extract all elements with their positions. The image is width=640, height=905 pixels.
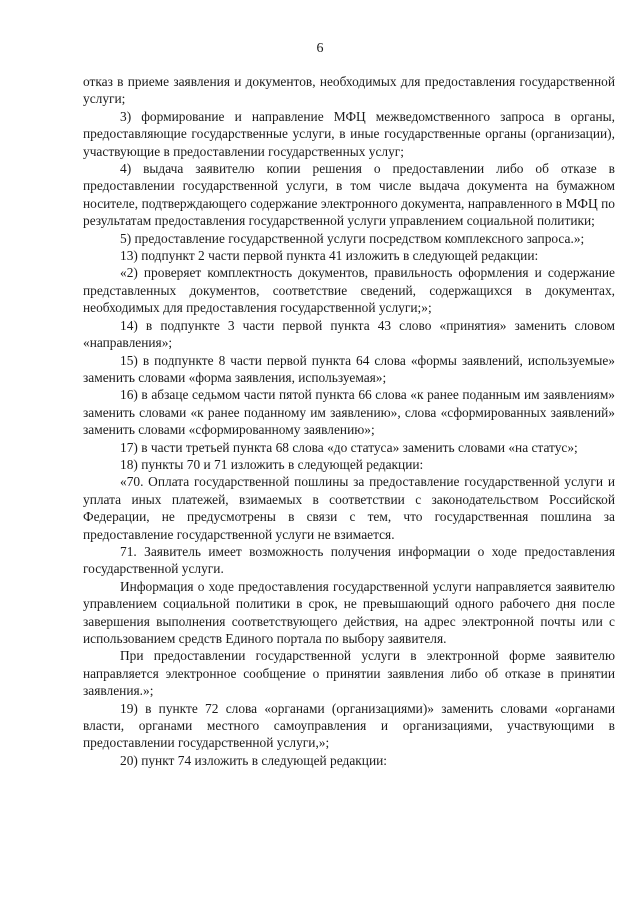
paragraph: «70. Оплата государственной пошлины за предоставление государственной услуги и уплата иных платежей, взимаемых в соответствии с законодательством Российской Федерации, не предусмотрены в связи с тем, что государственная пошлина за предоставление государственной услуги не взимается. [83,474,615,542]
paragraph: 15) в подпункте 8 части первой пункта 64 слова «формы заявлений, используемые» заменить словами «форма заявления, используемая»; [83,352,615,385]
paragraph: 20) пункт 74 изложить в следующей редакции: [120,752,388,768]
document-body [83,73,615,769]
paragraph: 14) в подпункте 3 части первой пункта 43 слово «принятия» заменить словом «направления»; [83,317,615,351]
paragraph: 71. Заявитель имеет возможность получения информации о ходе предоставления государственной услуги. [83,543,615,577]
paragraph: отказ в приеме заявления и документов, необходимых для предоставления государственной услуги; [83,74,615,107]
paragraph: 3) формирование и направление МФЦ межведомственного запроса в органы, предоставляющие государственные услуги, в иные государственные органы (организации), участвующие в предоставлении государственных услуг; [83,108,615,159]
paragraph: 16) в абзаце седьмом части пятой пункта 66 слова «к ранее поданным им заявлениям» заменить словами «к ранее поданному им заявлению», слова «сформированных заявлений» заменить словами «сформированному заявлению»; [83,387,615,438]
paragraph: При предоставлении государственной услуги в электронной форме заявителю направляется электронное сообщение о принятии заявления либо об отказе в принятии заявления.»; [83,648,615,699]
paragraph: 17) в части третьей пункта 68 слова «до статуса» заменить словами «на статус»; [120,439,578,455]
paragraph: 4) выдача заявителю копии решения о предоставлении либо об отказе в предоставлении государственной услуги, в том числе выдача документа на бумажном носителе, подтверждающего содержание электронного документа, направленного в МФЦ по результатам предоставления государственной услуги управлением социальной политики; [83,161,615,229]
paragraph: 19) в пункте 72 слова «органами (организациями)» заменить словами «органами власти, органами местного самоуправления и организациями, участвующими в предоставлении государственной услуги,»; [83,700,615,751]
page-number: 6 [316,41,324,56]
paragraph: Информация о ходе предоставления государственной услуги направляется заявителю управлением социальной политики в срок, не превышающий одного рабочего дня после завершения выполнения соответствующего действия, на адрес электронной почты или с использованием средств Единого портала по выбору заявителя. [83,578,615,646]
paragraph: «2) проверяет комплектность документов, правильность оформления и содержание представленных документов, соответствие сведений, содержащихся в документах, необходимых для предоставления государственной услуги;»; [83,265,615,316]
paragraph: 18) пункты 70 и 71 изложить в следующей редакции: [120,456,424,472]
paragraph: 5) предоставление государственной услуги посредством комплексного запроса.»; [120,230,585,246]
paragraph: 13) подпункт 2 части первой пункта 41 изложить в следующей редакции: [120,248,539,264]
